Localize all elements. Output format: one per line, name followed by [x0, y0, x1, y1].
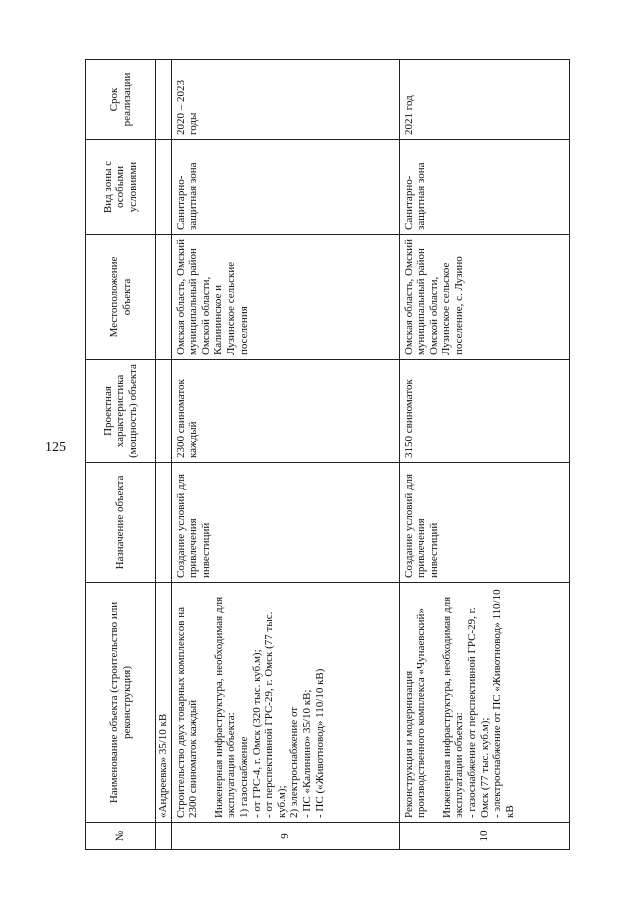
header-zone: Вид зоны с особыми условиями: [86, 140, 156, 235]
cont-purpose-cell: [156, 463, 172, 583]
row-name-cell: [171, 583, 399, 823]
row-term: 2021 год: [399, 60, 569, 140]
row-name-cell: [399, 583, 569, 823]
row-location: Омская область, Омский муниципальный район Омской области, Лузинское сельское поселение, с. Лузино: [399, 235, 569, 360]
header-purpose: Назначение объекта: [86, 463, 156, 583]
row-zone: Санитарно-защитная зона: [399, 140, 569, 235]
row-zone: Санитарно-защитная зона: [171, 140, 399, 235]
cont-term-cell: [156, 60, 172, 140]
header-term: Срок реализации: [86, 60, 156, 140]
row-name-infra: Инженерная инфраструктура, необходимая для эксплуатации объекта:: [440, 596, 466, 818]
header-capacity: Проектная характеристика (мощность) объекта: [86, 360, 156, 463]
row-term: 2020 – 2023 годы: [171, 60, 399, 140]
row-capacity: 2300 свиноматок каждый: [171, 360, 399, 463]
row-purpose: Создание условий для привлечения инвестиций: [399, 463, 569, 583]
row-name-line: - ПС «Калинино» 35/10 кВ;: [300, 689, 313, 818]
row-name-title: Реконструкция и модернизация производственного комплекса «Чунаевский»: [402, 608, 428, 818]
row-num: 10: [399, 823, 569, 850]
header-name: Наименование объекта (строительство или реконструкция): [86, 583, 156, 823]
row-name-line: - от ГРС-4, г. Омск (320 тыс. куб.м);: [250, 649, 263, 818]
row-location: Омская область, Омский муниципальный район Омской области, Калининское и Лузинское сельские поселения: [171, 235, 399, 360]
table-row: [171, 60, 399, 850]
header-num: №: [86, 823, 156, 850]
cont-capacity-cell: [156, 360, 172, 463]
row-name-line: - от перспективной ГРС-29, г. Омск (77 тыс. куб.м);: [263, 611, 288, 818]
row-capacity: 3150 свиноматок: [399, 360, 569, 463]
cont-zone-cell: [156, 140, 172, 235]
rotated-table-container: [85, 60, 570, 850]
cont-name-cell: «Андреевка» 35/10 кВ: [156, 583, 172, 823]
row-name-infra: Инженерная инфраструктура, необходимая для эксплуатации объекта:: [212, 596, 238, 818]
page-number: 125: [45, 440, 66, 455]
row-name-line: 1) газоснабжение: [237, 736, 250, 818]
cont-num-cell: [156, 823, 172, 850]
table-row: [399, 60, 569, 850]
continuation-row: [156, 60, 172, 850]
row-name-line: - электроснабжение от ПС «Животновод» 110/10 кВ: [491, 589, 516, 818]
header-row: [86, 60, 156, 850]
objects-table: [85, 59, 570, 850]
row-name-line: - газоснабжение от перспективной ГРС-29, г. Омск (77 тыс. куб.м);: [465, 607, 491, 818]
row-name-line: - ПС («Животновод» 110/10 кВ): [313, 668, 326, 818]
row-name-line: 2) электроснабжение от: [288, 706, 301, 818]
cont-location-cell: [156, 235, 172, 360]
row-purpose: Создание условий для привлечения инвестиций: [171, 463, 399, 583]
row-name-title: Строительство двух товарных комплексов на 2300 свиноматок каждый: [174, 606, 200, 818]
row-num: 9: [171, 823, 399, 850]
header-location: Местоположение объекта: [86, 235, 156, 360]
